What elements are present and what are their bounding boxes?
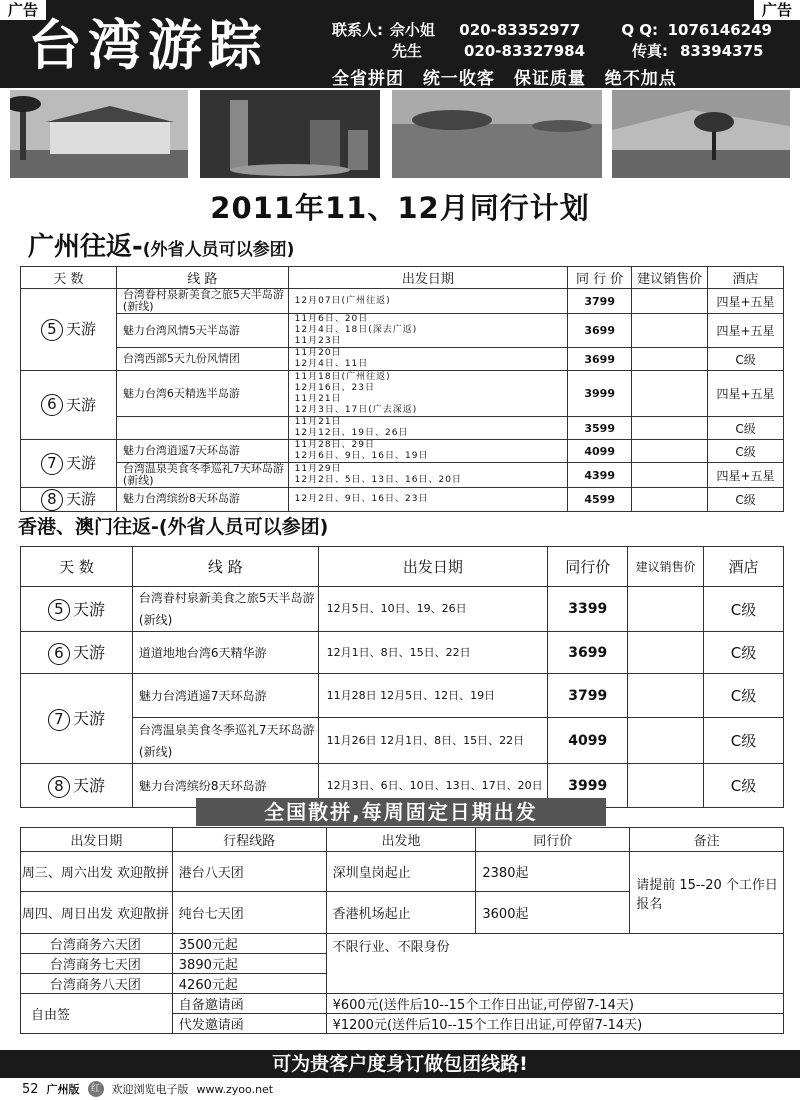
site-text: 欢迎浏览电子版 [111,1083,189,1096]
suggested-price-cell [632,289,708,314]
route-cell: 纯台七天团 [172,892,326,934]
route-cell: 台湾西部5天九份风情团 [116,348,288,371]
days-label: 天游 [65,454,96,473]
table-row [21,718,784,764]
business-price-cell: 3500元起 [172,934,326,954]
hotel-cell: C级 [708,440,784,463]
suggested-price-cell [628,674,704,718]
route-cell: 台湾眷村泉新美食之旅5天半岛游(新线) [116,289,288,314]
dates-cell: 11月26日 12月1日、8日、15日、22日 [318,718,548,764]
hotel-cell: 四星+五星 [708,371,784,417]
route-cell: 台湾眷村泉新美食之旅5天半岛游(新线) [132,587,318,632]
visa-type-cell: 代发邀请函 [172,1014,326,1034]
days-cell [21,587,133,632]
suggested-price-cell [632,463,708,488]
price-cell: 3799 [568,289,632,314]
slogan-item: 统一收客 [422,69,495,89]
fax-label: 传真: [632,42,668,60]
date-line: 11月18日(广州往返) [294,371,391,382]
days-cell [21,289,117,371]
visa-desc-cell: ¥1200元(送件后10--15个工作日出证,可停留7-14天) [326,1014,783,1034]
price-cell: 3999 [568,371,632,417]
days-number: 6 [41,394,63,416]
section1-title [28,226,294,263]
table-row [21,314,784,348]
slogan-item: 保证质量 [513,69,586,89]
table-header [21,547,784,587]
route-cell: 台湾温泉美食冬季巡礼7天环岛游(新线) [116,463,288,488]
route-cell: 道道地地台湾6天精华游 [132,632,318,674]
table-row [21,440,784,463]
header-cell: 同 行 价 [568,267,632,289]
header-cell: 同行价 [548,547,628,587]
header-cell: 酒店 [708,267,784,289]
price-cell: 4599 [568,488,632,512]
hotel-cell: C级 [704,764,784,808]
table-row [21,488,784,512]
header-cell: 备注 [630,828,784,852]
visa-label-cell: 自由签 [21,994,173,1034]
suggested-price-cell [628,764,704,808]
price-cell: 4399 [568,463,632,488]
guangzhou-table [20,266,784,512]
price-cell: 4099 [568,440,632,463]
brand-title: 台湾游踪 [28,14,268,77]
slogan [332,64,689,89]
hotel-cell: 四星+五星 [708,463,784,488]
ad-tag-left: 广告 [0,0,46,20]
dates-cell [288,348,568,371]
date-line: 11月23日 [294,336,342,346]
price-cell: 3600起 [476,892,630,934]
table-row [21,587,784,632]
business-name-cell: 台湾商务七天团 [21,954,173,974]
section1-title-text: 广州往返- [28,232,143,262]
dates-cell [288,417,568,440]
hotel-cell: C级 [708,417,784,440]
table-row [21,289,784,314]
date-line: 11月20日 [294,348,342,358]
origin-cell: 香港机场起止 [326,892,476,934]
badge-icon: 红 [88,1081,104,1097]
suggested-price-cell [632,348,708,371]
route-cell: 台湾温泉美食冬季巡礼7天环岛游(新线) [132,718,318,764]
table-row [21,852,784,892]
days-label: 天游 [65,320,96,339]
date-line: 11月28日、29日 [294,440,376,450]
dates-cell: 12月1日、8日、15日、22日 [318,632,548,674]
price-cell: 3599 [568,417,632,440]
hotel-cell: C级 [704,587,784,632]
slogan-item: 绝不加点 [604,69,677,89]
suggested-price-cell [632,417,708,440]
dates-cell: 12月5日、10日、19、26日 [318,587,548,632]
days-cell [21,632,133,674]
route-cell: 魅力台湾逍遥7天环岛游 [116,440,288,463]
header-cell: 同行价 [476,828,630,852]
fax-number: 83394375 [680,42,764,60]
days-cell [21,440,117,488]
edition: 广州版 [46,1083,80,1096]
site-url[interactable]: www.zyoo.net [196,1082,274,1096]
date-line: 12月3日、17日(广去深返) [294,404,418,415]
date-line: 11月6日、20日 [294,314,369,324]
weekly-banner: 全国散拼,每周固定日期出发 [196,798,606,826]
price-cell: 4099 [548,718,628,764]
business-name-cell: 台湾商务八天团 [21,974,173,994]
hotel-cell: 四星+五星 [708,289,784,314]
days-number: 5 [48,599,70,621]
contact-label: 联系人: [332,21,383,39]
route-cell: 魅力台湾逍遥7天环岛游 [132,674,318,718]
price-cell: 3699 [568,348,632,371]
date-line: 12月4日、11日 [294,359,369,369]
table-header [21,267,784,289]
days-cell [21,488,117,512]
suggested-price-cell [632,488,708,512]
table-row [21,463,784,488]
qq-label: Q Q: [621,21,659,39]
photo-palace [10,90,188,178]
contact2-name: 先生 [392,42,423,60]
slogan-item: 全省拼团 [332,69,404,89]
suggested-price-cell [628,632,704,674]
header-cell: 建议销售价 [628,547,704,587]
footer [22,1081,273,1097]
days-label: 天游 [65,395,96,414]
ad-tag-right: 广告 [754,0,800,20]
table-row [21,632,784,674]
header-cell: 行程线路 [172,828,326,852]
date-cell: 周四、周日出发 欢迎散拼 [21,892,173,934]
date-line: 11月21日 [294,393,342,404]
days-cell [21,371,117,440]
contact-info [332,20,772,62]
suggested-price-cell [632,371,708,417]
header-cell: 线 路 [116,267,288,289]
days-number: 8 [48,776,70,798]
days-label: 天游 [72,709,105,729]
days-cell [21,764,133,808]
price-cell: 3799 [548,674,628,718]
suggested-price-cell [632,440,708,463]
price-cell: 3699 [568,314,632,348]
price-cell: 3999 [548,764,628,808]
days-number: 8 [41,489,63,511]
days-label: 天游 [72,599,105,619]
photo-strip [10,90,790,180]
dates-cell: 12月3日、6日、10日、13日、17日、20日 [318,764,548,808]
visa-type-cell: 自备邀请函 [172,994,326,1014]
header-cell: 出发日期 [288,267,568,289]
section1-subtitle: (外省人员可以参团) [142,240,295,260]
dates-cell [288,371,568,417]
table-row [21,994,784,1014]
header-cell: 酒店 [704,547,784,587]
table-header [21,828,784,852]
header-cell: 出发日期 [21,828,173,852]
page-number: 52 [22,1081,39,1097]
days-number: 7 [41,453,63,475]
table-row [21,674,784,718]
dates-cell: 12月07日(广州往返) [288,289,568,314]
days-number: 5 [41,319,63,341]
hotel-cell: C级 [708,348,784,371]
date-line: 12月12日、19日、26日 [294,428,409,438]
photo-taipei-night [200,90,380,178]
weekly-departure-table [20,827,784,1034]
price-cell: 2380起 [476,852,630,892]
section2-title: 香港、澳门往返-(外省人员可以参团) [18,516,329,538]
date-line: 11月29日 [294,464,342,474]
main-title: 2011年11、12月同行计划 [210,191,590,225]
days-label: 天游 [72,643,105,663]
date-cell: 周三、周六出发 欢迎散拼 [21,852,173,892]
note-cell: 请提前 15--20 个工作日报名 [630,852,784,934]
date-line: 11月21日 [294,417,342,427]
date-line: 12月16日、23日 [294,382,376,393]
header-cell: 出发地 [326,828,476,852]
route-cell: 魅力台湾缤纷8天环岛游 [132,764,318,808]
days-number: 6 [48,643,70,665]
table-row [21,934,784,954]
footer-banner: 可为贵客户度身订做包团线路! [0,1050,800,1078]
hotel-cell: C级 [704,632,784,674]
header-cell: 线 路 [132,547,318,587]
dates-cell [288,314,568,348]
suggested-price-cell [628,587,704,632]
header-cell: 天 数 [21,547,133,587]
days-number: 7 [48,709,70,731]
table-row [21,348,784,371]
header [0,0,800,88]
route-cell: 魅力台湾缤纷8天环岛游 [116,488,288,512]
hotel-cell: C级 [708,488,784,512]
days-label: 天游 [65,490,96,508]
hotel-cell: C级 [704,674,784,718]
days-label: 天游 [72,776,105,796]
hongkong-macau-table [20,546,784,808]
header-cell: 出发日期 [318,547,548,587]
days-cell [21,674,133,764]
date-line: 12月6日、9日、16日、19日 [294,451,429,461]
qq-number: 1076146249 [667,21,772,39]
suggested-price-cell [632,314,708,348]
origin-cell: 深圳皇岗起止 [326,852,476,892]
date-line: 12月4日、18日(深去广返) [294,325,418,335]
date-line: 12月2日、5日、13日、16日、20日 [294,475,462,485]
business-note-cell: 不限行业、不限身份 [326,934,783,994]
price-cell: 3399 [548,587,628,632]
header-cell: 天 数 [21,267,117,289]
hotel-cell: C级 [704,718,784,764]
contact1-name: 佘小姐 [389,21,435,39]
dates-cell: 11月28日 12月5日、12日、19日 [318,674,548,718]
table-row [21,371,784,417]
business-name-cell: 台湾商务六天团 [21,934,173,954]
dates-cell: 12月2日、9日、16日、23日 [288,488,568,512]
business-price-cell: 3890元起 [172,954,326,974]
route-cell: 魅力台湾风情5天半岛游 [116,314,288,348]
table-row [21,417,784,440]
contact2-phone: 020-83327984 [464,42,586,60]
business-price-cell: 4260元起 [172,974,326,994]
photo-coast [612,90,790,178]
header-cell: 建议销售价 [632,267,708,289]
route-cell: 魅力台湾6天精选半岛游 [116,371,288,417]
suggested-price-cell [628,718,704,764]
dates-cell [288,463,568,488]
contact1-phone: 020-83352977 [459,21,581,39]
visa-desc-cell: ¥600元(送件后10--15个工作日出证,可停留7-14天) [326,994,783,1014]
route-cell [116,417,288,440]
price-cell: 3699 [548,632,628,674]
route-cell: 港台八天团 [172,852,326,892]
dates-cell [288,440,568,463]
hotel-cell: 四星+五星 [708,314,784,348]
photo-lake [392,90,602,178]
